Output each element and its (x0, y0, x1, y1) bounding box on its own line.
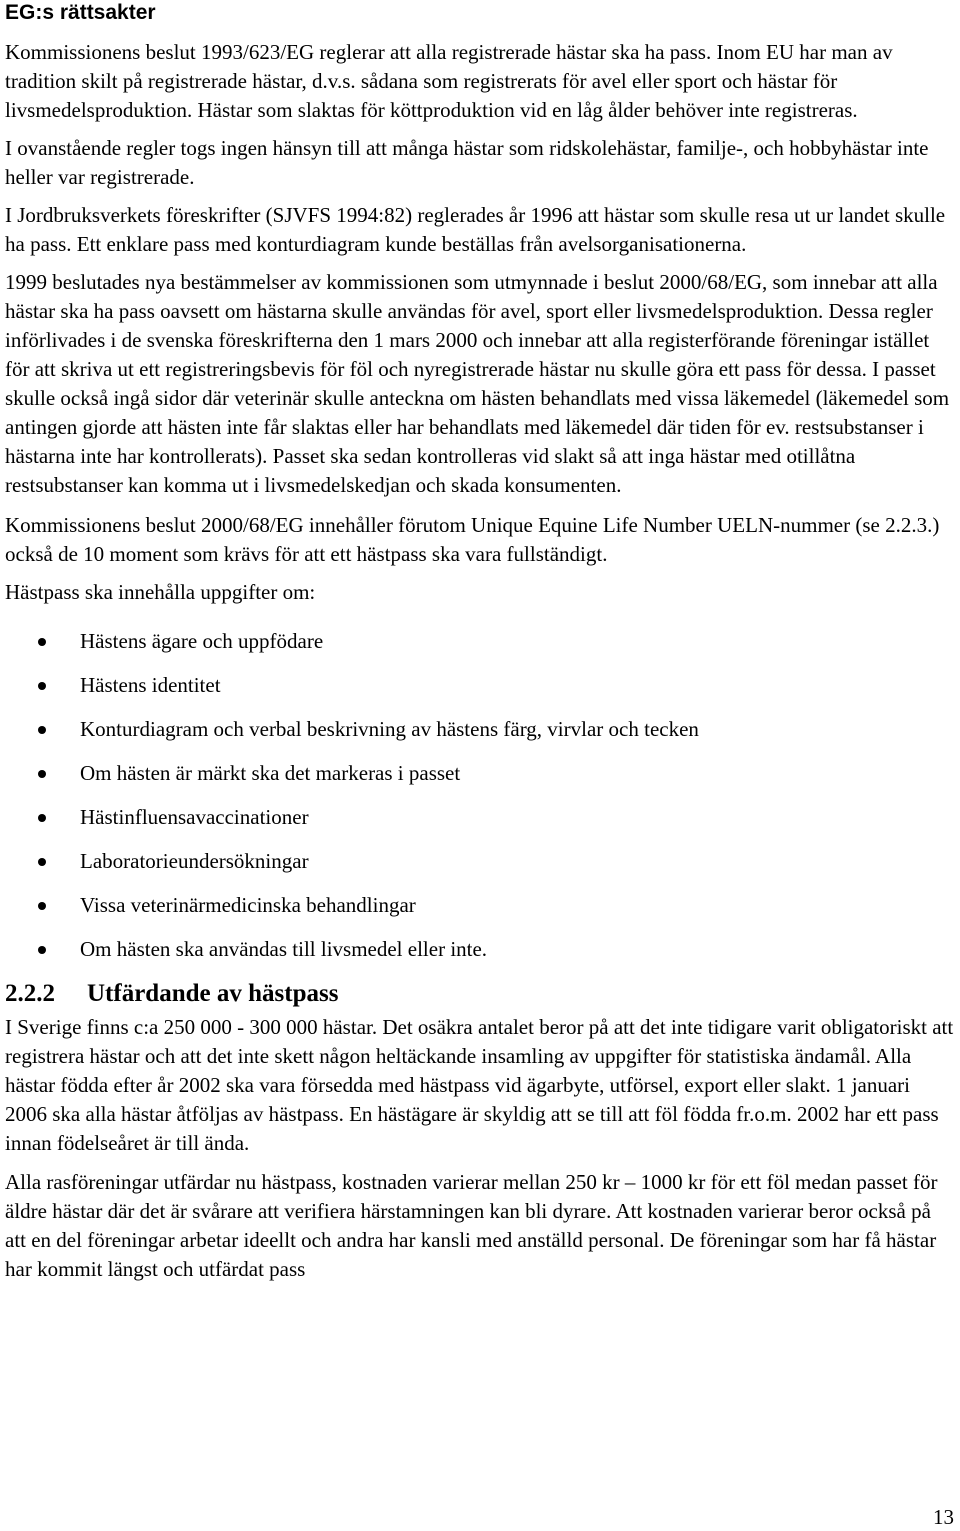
list-item: Hästens identitet (5, 671, 955, 700)
page-number: 13 (933, 1505, 954, 1529)
list-item: Laboratorieundersökningar (5, 847, 955, 876)
paragraph-passport-cost: Alla rasföreningar utfärdar nu hästpass, kostnaden varierar mellan 250 kr – 1000 kr för ett föl medan passet för äldre hästar där det är svårare att verifiera härstamningen kan bli dyrare. Att kostnaden varierar beror också på att en del föreningar arbetar ideellt och andra har kansli med anställd personal. De föreningar som har få hästar har kommit längst och utfärdat pass (5, 1170, 938, 1281)
passport-contents-list (5, 627, 955, 964)
list-item: Hästinfluensavaccinationer (5, 803, 955, 832)
list-item: Vissa veterinärmedicinska behandlingar (5, 891, 955, 920)
paragraph-eu-decision-1993: Kommissionens beslut 1993/623/EG reglerar att alla registrerade hästar ska ha pass. Inom EU har man av tradition skilt på registrerade hästar, d.v.s. sådana som registrerats för avel eller sport och hästar för livsmedelsproduktion. Hästar som slaktas för köttproduktion vid en låg ålder behöver inte registreras. (5, 40, 893, 122)
paragraph-horse-count: I Sverige finns c:a 250 000 - 300 000 hästar. Det osäkra antalet beror på att det inte tidigare varit obligatoriskt att registrera hästar och att det inte skett någon heltäckande insamling av uppgifter för statistiska ändamål. Alla hästar födda efter år 2002 ska vara försedda med hästpass vid ägarbyte, utförsel, export eller slakt. 1 januari 2006 ska alla hästar åtföljas av hästpass. En hästägare är skyldig att se till att föl födda fr.o.m. 2002 har ett pass innan födelseåret är till ända. (5, 1015, 954, 1155)
subsection-heading (5, 979, 955, 1009)
paragraph-ueln: Kommissionens beslut 2000/68/EG innehåller förutom Unique Equine Life Number UELN-nummer (se 2.2.3.) också de 10 moment som krävs för att ett hästpass ska vara fullständigt. (5, 513, 940, 566)
list-item: Om hästen är märkt ska det markeras i passet (5, 759, 955, 788)
paragraph-unregistered-horses: I ovanstående regler togs ingen hänsyn till att många hästar som ridskolehästar, familje-, och hobbyhästar inte heller var registrerade. (5, 136, 929, 189)
paragraph-decision-2000: 1999 beslutades nya bestämmelser av kommissionen som utmynnade i beslut 2000/68/EG, som innebar att alla hästar ska ha pass oavsett om hästarna skulle användas för avel, sport eller livsmedelsproduktion. Dessa regler införlivades i de svenska föreskrifterna den 1 mars 2000 och innebar att alla registerförande föreningar istället för att skriva ut ett registreringsbevis för föl och nyregistrerade hästar nu skulle göra ett pass för dessa. I passet skulle också ingå sidor där veterinär skulle anteckna om hästen behandlats med vissa läkemedel (läkemedel som antingen gjorde att hästen inte får slaktas eller har behandlats med läkemedel där tiden för ev. restsubstanser i hästarna inte har kontrollerats). Passet ska sedan kontrolleras vid slakt så att inga hästar med otillåtna restsubstanser kan komma ut i livsmedelskedjan och skada konsumenten. (5, 270, 950, 497)
list-item: Om hästen ska användas till livsmedel eller inte. (5, 935, 955, 964)
paragraph-passport-contents-intro: Hästpass ska innehålla uppgifter om: (5, 580, 316, 604)
section-title: EG:s rättsakter (5, 1, 156, 24)
paragraph-sjvfs-1994: I Jordbruksverkets föreskrifter (SJVFS 1994:82) reglerades år 1996 att hästar som skulle resa ut ur landet skulle ha pass. Ett enklare pass med konturdiagram kunde beställas från avelsorganisationerna. (5, 203, 946, 256)
document-page (5, 0, 955, 1284)
subsection-number: 2.2.2 (5, 980, 55, 1007)
list-item: Konturdiagram och verbal beskrivning av hästens färg, virvlar och tecken (5, 715, 955, 744)
subsection-title: Utfärdande av hästpass (87, 980, 339, 1007)
list-item: Hästens ägare och uppfödare (5, 627, 955, 656)
